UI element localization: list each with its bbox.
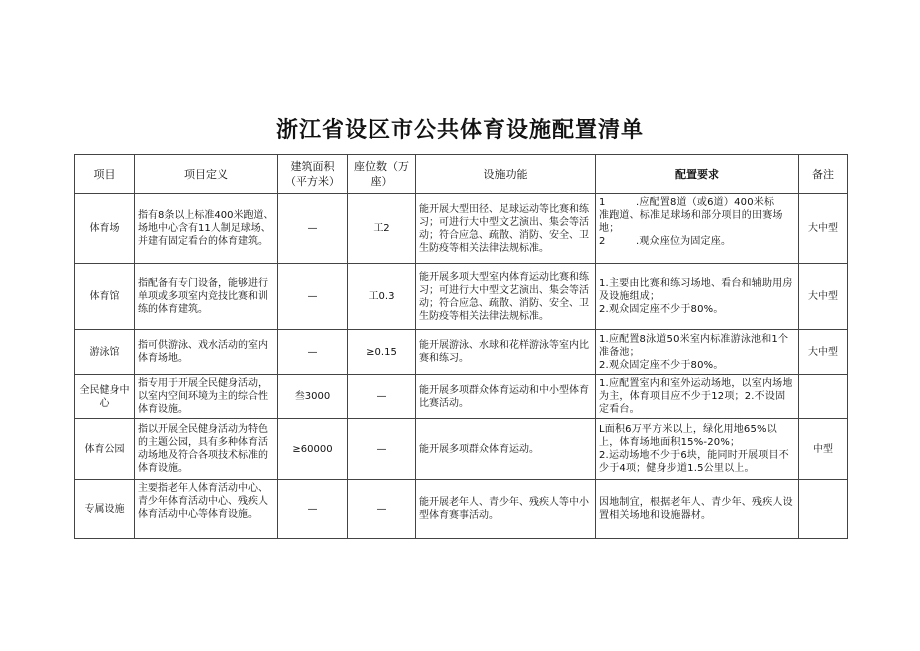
header-requirements: 配置要求 — [596, 155, 799, 194]
cell-area: — — [278, 194, 348, 264]
header-area-line2: （平方米） — [285, 175, 340, 188]
requirement-line: 2.观众固定座不少于80%。 — [599, 304, 724, 315]
header-function: 设施功能 — [416, 155, 596, 194]
cell-area: ≥60000 — [278, 419, 348, 480]
header-notes: 备注 — [799, 155, 848, 194]
document-title: 浙江省设区市公共体育设施配置清单 — [275, 118, 644, 143]
cell-note: 大中型 — [799, 194, 848, 264]
cell-function: 能开展多项大型室内体育运动比赛和练习；可进行大中型文艺演出、集会等活动；符合应急、疏散、消防、安全、卫生防疫等相关法律法规标准。 — [416, 264, 596, 330]
requirement-line: 因地制宜，根据老年人、青少年、残疾人设置相关场地和设施器材。 — [599, 497, 793, 521]
table-row — [75, 419, 848, 480]
cell-requirements — [596, 375, 799, 419]
cell-item: 全民健身中心 — [75, 375, 135, 419]
cell-note: 大中型 — [799, 264, 848, 330]
header-seats-line2: 座） — [370, 175, 393, 188]
cell-seats: — — [348, 375, 416, 419]
table-row — [75, 330, 848, 375]
cell-function: 能开展多项群众体育运动和中小型体育比赛活动。 — [416, 375, 596, 419]
cell-definition: 指以开展全民健身活动为特色的主题公园，具有多种体育活动场地及符合各项技术标准的体育设施。 — [135, 419, 278, 480]
cell-seats: 工2 — [348, 194, 416, 264]
header-seats — [348, 155, 416, 194]
cell-function: 能开展多项群众体育运动。 — [416, 419, 596, 480]
requirement-line: L面积6万平方米以上，绿化用地65%以上，体育场地面积15%-20%； — [599, 424, 777, 448]
header-area-line1: 建筑面积 — [290, 160, 335, 173]
cell-seats: — — [348, 480, 416, 539]
cell-function: 能开展老年人、青少年、残疾人等中小型体育赛事活动。 — [416, 480, 596, 539]
header-definition: 项目定义 — [135, 155, 278, 194]
header-area — [278, 155, 348, 194]
cell-item: 体育场 — [75, 194, 135, 264]
cell-requirements — [596, 194, 799, 264]
table-header-row — [75, 155, 848, 194]
cell-requirements — [596, 264, 799, 330]
table-row — [75, 375, 848, 419]
cell-function: 能开展大型田径、足球运动等比赛和练习；可进行大中型文艺演出、集会等活动；符合应急、疏散、消防、安全、卫生防疫等相关法律法规标准。 — [416, 194, 596, 264]
requirement-line: 1 .应配置8道（或6道）400米标 — [599, 197, 775, 208]
cell-definition: 主要指老年人体育活动中心、青少年体育活动中心、残疾人体育活动中心等体育设施。 — [135, 480, 278, 539]
cell-area: — — [278, 480, 348, 539]
cell-area: 叁3000 — [278, 375, 348, 419]
table-row — [75, 480, 848, 539]
cell-seats: — — [348, 419, 416, 480]
cell-definition: 指专用于开展全民健身活动，以室内空间环境为主的综合性体育设施。 — [135, 375, 278, 419]
cell-item: 游泳馆 — [75, 330, 135, 375]
cell-seats: ≥0.15 — [348, 330, 416, 375]
requirement-line: 准跑道、标准足球场和部分项目的田赛场地； — [599, 210, 783, 234]
cell-definition: 指有8条以上标准400米跑道、场地中心含有11人制足球场、并建有固定看台的体育建筑。 — [135, 194, 278, 264]
requirement-line: 2.运动场地不少于6块，能同时开展项目不少于4项；健身步道1.5公里以上。 — [599, 450, 789, 474]
cell-definition: 指可供游泳、戏水活动的室内体育场地。 — [135, 330, 278, 375]
cell-seats: 工0.3 — [348, 264, 416, 330]
cell-item: 体育公园 — [75, 419, 135, 480]
cell-definition: 指配备有专门设备，能够进行单项或多项室内竞技比赛和训练的体育建筑。 — [135, 264, 278, 330]
requirement-line: 2.观众固定座不少于80%。 — [599, 359, 724, 371]
requirement-line: 1.应配置8泳道50米室内标准游泳池和1个准备池； — [599, 333, 789, 358]
cell-note — [799, 480, 848, 539]
table-row — [75, 264, 848, 330]
cell-note — [799, 375, 848, 419]
cell-item: 体育馆 — [75, 264, 135, 330]
requirement-line: 1.应配置室内和室外运动场地，以室内场地为主，体育项目应不少于12项；2.不设固定看台。 — [599, 378, 793, 415]
header-seats-line1: 座位数（万 — [354, 160, 409, 173]
facility-config-table — [74, 154, 848, 539]
cell-requirements — [596, 480, 799, 539]
cell-requirements — [596, 419, 799, 480]
cell-area: — — [278, 330, 348, 375]
cell-note: 中型 — [799, 419, 848, 480]
cell-item: 专属设施 — [75, 480, 135, 539]
cell-function: 能开展游泳、水球和花样游泳等室内比赛和练习。 — [416, 330, 596, 375]
requirement-line: 1.主要由比赛和练习场地、看台和辅助用房及设施组成； — [599, 278, 793, 302]
cell-area: — — [278, 264, 348, 330]
cell-requirements — [596, 330, 799, 375]
table-row — [75, 194, 848, 264]
requirement-line: 2 .观众座位为固定座。 — [599, 236, 732, 247]
header-item: 项目 — [75, 155, 135, 194]
cell-note: 大中型 — [799, 330, 848, 375]
